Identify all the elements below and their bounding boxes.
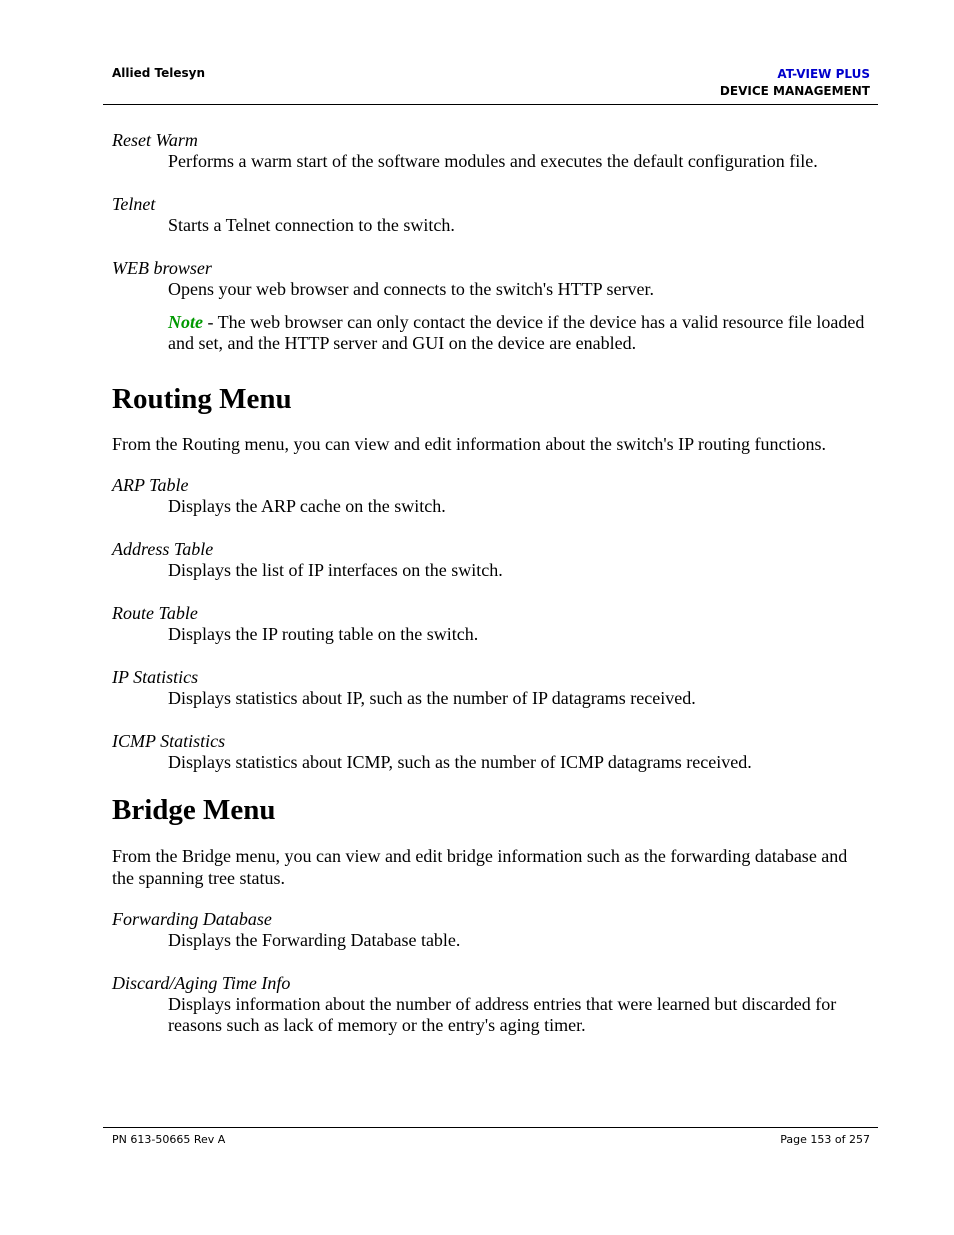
entry-desc: Displays the list of IP interfaces on the switch.	[168, 560, 503, 580]
entry-desc: Displays information about the number of address entries that were learned but discarded for reasons such as lack of memory or the entry's aging timer.	[168, 994, 837, 1035]
part-number: PN 613-50665 Rev A	[112, 1133, 226, 1146]
entry-desc: Displays the IP routing table on the switch.	[168, 624, 479, 644]
entry-reset-warm	[112, 130, 872, 172]
company-name: Allied Telesyn	[112, 66, 206, 80]
entry-term: Telnet	[112, 194, 156, 214]
entry-discard-aging-time-info	[112, 973, 872, 1036]
footer-divider	[103, 1127, 878, 1128]
entry-term: IP Statistics	[112, 667, 199, 687]
entry-term: Reset Warm	[112, 130, 198, 150]
entry-desc: Performs a warm start of the software modules and executes the default configuration file.	[168, 151, 818, 171]
entry-desc: Displays statistics about IP, such as the number of IP datagrams received.	[168, 688, 696, 708]
header-divider	[103, 104, 878, 105]
entry-desc: Starts a Telnet connection to the switch.	[168, 215, 455, 235]
entry-ip-statistics	[112, 667, 872, 709]
note-text: - The web browser can only contact the device if the device has a valid resource file loaded and set, and the HTTP server and GUI on the device are enabled.	[168, 312, 865, 353]
note	[168, 312, 872, 354]
routing-menu-heading: Routing Menu	[112, 383, 292, 415]
product-name: AT-VIEW PLUS	[777, 67, 870, 81]
entry-term: Route Table	[112, 603, 198, 623]
section-name: DEVICE MANAGEMENT	[719, 84, 870, 98]
entry-desc: Displays the Forwarding Database table.	[168, 930, 461, 950]
entry-arp-table	[112, 475, 872, 517]
entry-desc: Opens your web browser and connects to the switch's HTTP server.	[168, 279, 654, 299]
entry-term: ARP Table	[112, 475, 189, 495]
entry-term: WEB browser	[112, 258, 212, 278]
entry-term: Address Table	[112, 539, 214, 559]
bridge-menu-heading: Bridge Menu	[112, 794, 276, 826]
entry-forwarding-database	[112, 909, 872, 951]
note-label: Note	[168, 312, 203, 332]
entry-term: ICMP Statistics	[112, 731, 226, 751]
entry-route-table	[112, 603, 872, 645]
page-content	[112, 130, 872, 1058]
entry-term: Discard/Aging Time Info	[112, 973, 291, 993]
entry-web-browser	[112, 258, 872, 354]
header-right	[720, 66, 870, 100]
entry-desc: Displays the ARP cache on the switch.	[168, 496, 446, 516]
entry-address-table	[112, 539, 872, 581]
bridge-intro: From the Bridge menu, you can view and edit bridge information such as the forwarding database and the spanning tree status.	[112, 846, 848, 888]
routing-intro: From the Routing menu, you can view and edit information about the switch's IP routing functions.	[112, 434, 826, 454]
entry-telnet	[112, 194, 872, 236]
entry-term: Forwarding Database	[112, 909, 272, 929]
entry-desc: Displays statistics about ICMP, such as the number of ICMP datagrams received.	[168, 752, 752, 772]
entry-icmp-statistics	[112, 731, 872, 773]
page-number: Page 153 of 257	[780, 1133, 870, 1146]
